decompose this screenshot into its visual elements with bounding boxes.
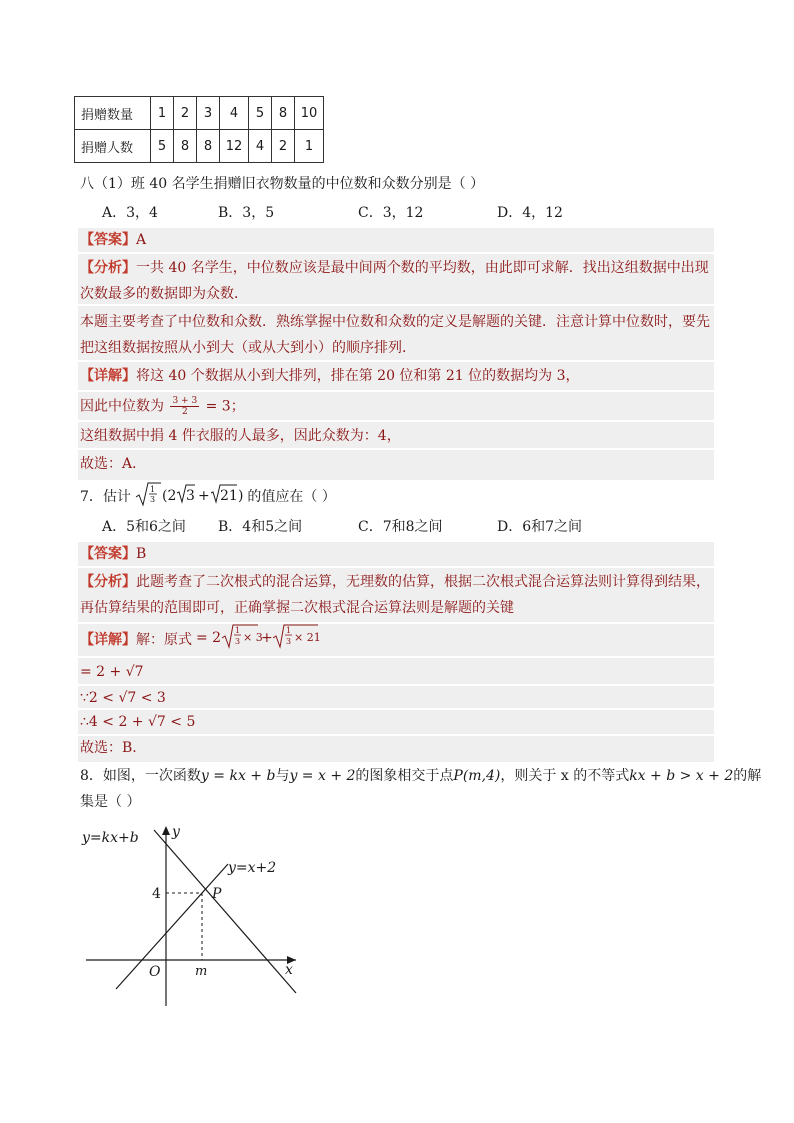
fraction-denominator: 2: [181, 407, 188, 417]
table-cell: 10: [295, 97, 324, 130]
svg-text:3: 3: [150, 495, 156, 504]
q6-analysis-line4: 把这组数据按照从小到大（或从大到小）的顺序排列．: [80, 340, 416, 356]
q8-stem-line1: [80, 766, 761, 786]
divider: [78, 304, 714, 306]
y-axis-arrow-icon: [162, 826, 170, 835]
line-x-plus-2: [116, 864, 228, 989]
q7-detail-line5: 故选：B.: [80, 740, 137, 756]
q6-stem: 八（1）班 40 名学生捐赠旧衣物数量的中位数和众数分别是（ ）: [80, 176, 485, 192]
svg-text:21: 21: [220, 488, 239, 504]
table-cell: 4: [220, 97, 249, 130]
table-cell: 2: [272, 130, 295, 163]
divider: [78, 566, 714, 568]
svg-text:× 3: × 3: [243, 631, 264, 644]
q6-option-a: A．3，4: [102, 205, 158, 221]
stem-math: kx + b > x + 2: [629, 768, 734, 784]
stem-text: 的图象相交于点: [355, 768, 454, 784]
detail-text: = 3；: [201, 398, 245, 415]
divider: [78, 420, 714, 422]
answer-value: A: [136, 232, 147, 248]
answer-tag: 【答案】: [80, 546, 136, 562]
q6-answer: [80, 230, 146, 250]
q6-option-b: B．3，5: [218, 205, 275, 221]
q6-detail-line2: [80, 396, 245, 417]
q7-detail-line1: [80, 626, 321, 650]
line-kx-plus-b: [154, 830, 296, 993]
table-row: [75, 97, 324, 130]
q7-option-a: A．5和6之间: [102, 519, 186, 535]
svg-text:+: +: [198, 488, 211, 504]
donation-table: [74, 96, 324, 163]
divider: [78, 390, 714, 392]
q7-detail-line2: = 2 + √7: [80, 664, 144, 680]
divider: [78, 448, 714, 450]
q7-stem: [80, 486, 336, 508]
table-cell: 5: [151, 130, 174, 163]
label-kxb: y=kx+b: [82, 830, 139, 846]
svg-text:3: 3: [235, 637, 241, 646]
q8-stem-line2: 集是（ ）: [80, 794, 141, 810]
detail-tag: 【详解】: [80, 368, 136, 384]
table-cell: 4: [249, 130, 272, 163]
answer-value: B: [136, 546, 147, 562]
table-cell: 5: [249, 97, 272, 130]
stem-text: 7．估计: [80, 489, 131, 505]
divider: [78, 708, 714, 710]
label-4: 4: [152, 886, 161, 902]
q6-analysis-line1: [80, 258, 709, 278]
svg-text:3: 3: [286, 637, 292, 646]
table-header-people: 捐赠人数: [75, 130, 151, 163]
label-m: m: [195, 964, 208, 979]
label-O: O: [149, 964, 161, 980]
svg-text:1: 1: [235, 626, 241, 635]
detail-tag: 【详解】: [80, 632, 136, 648]
analysis-tag: 【分析】: [80, 260, 136, 276]
analysis-text: 此题考查了二次根式的混合运算，无理数的估算，根据二次根式混合运算法则计算得到结果，: [136, 574, 710, 590]
q6-detail-line4: 故选：A．: [80, 456, 147, 472]
q6-detail-line1: [80, 366, 580, 386]
q6-option-d: D．4，12: [497, 205, 563, 221]
divider: [78, 734, 714, 736]
table-cell: 1: [295, 130, 324, 163]
q7-detail-line3: ∵2 < √7 < 3: [80, 690, 166, 706]
divider: [78, 252, 714, 254]
divider: [78, 360, 714, 362]
stem-text: ，则关于 x 的不等式: [500, 768, 630, 784]
q7-analysis-line2: 再估算结果的范围即可，正确掌握二次根式混合运算法则是解题的关键: [80, 600, 514, 616]
stem-math: y = kx + b: [200, 768, 276, 784]
table-cell: 3: [197, 97, 220, 130]
q7-expression: [135, 482, 247, 508]
q6-analysis-line2: 次数最多的数据即为众数．: [80, 286, 248, 302]
q7-analysis-line1: [80, 572, 710, 592]
table-cell: 8: [272, 97, 295, 130]
table-cell: 8: [174, 130, 197, 163]
q6-option-c: C．3，12: [358, 205, 424, 221]
label-x: x: [285, 962, 293, 978]
svg-text:1: 1: [286, 626, 292, 635]
label-P: P: [212, 886, 222, 902]
q6-detail-line3: 这组数据中捐 4 件衣服的人最多，因此众数为：4，: [80, 428, 401, 444]
q7-detail-line4: ∴4 < 2 + √7 < 5: [80, 714, 196, 730]
table-header-quantity: 捐赠数量: [75, 97, 151, 130]
divider: [78, 656, 714, 658]
detail-text: 因此中位数为: [80, 398, 164, 415]
q7-option-c: C．7和8之间: [358, 519, 443, 535]
stem-text: 的解: [733, 768, 762, 784]
analysis-tag: 【分析】: [80, 574, 136, 590]
label-y: y: [172, 824, 180, 840]
q7-detail-expression: [196, 624, 320, 650]
label-x-plus-2: y=x+2: [228, 860, 277, 876]
table-cell: 12: [220, 130, 249, 163]
stem-math: y = x + 2: [289, 768, 356, 784]
stem-text: 与: [275, 768, 290, 784]
svg-text:1: 1: [150, 485, 156, 494]
fraction-numerator: 3 + 3: [172, 396, 198, 406]
stem-text: 8．如图，一次函数: [80, 768, 201, 784]
stem-text: 的值应在（ ）: [247, 489, 336, 505]
table-cell: 2: [174, 97, 197, 130]
svg-text:): ): [238, 488, 244, 504]
svg-text:= 2: = 2: [196, 630, 222, 646]
divider: [78, 622, 714, 624]
svg-text:(2: (2: [162, 488, 177, 504]
table-row: [75, 130, 324, 163]
analysis-text: 一共 40 名学生，中位数应该是最中间两个数的平均数，由此即可求解．找出这组数据中出现: [136, 260, 709, 276]
q6-analysis-line3: 本题主要考查了中位数和众数．熟练掌握中位数和众数的定义是解题的关键．注意计算中位数时，要先: [80, 314, 710, 330]
svg-text:+: +: [261, 630, 274, 646]
divider: [78, 684, 714, 686]
svg-text:× 21: × 21: [294, 631, 321, 644]
table-cell: 8: [197, 130, 220, 163]
q8-function-graph: [78, 822, 310, 1012]
q7-option-b: B．4和5之间: [218, 519, 303, 535]
q7-answer: [80, 544, 146, 564]
detail-text: 解：原式: [136, 632, 192, 648]
q7-option-d: D．6和7之间: [497, 519, 583, 535]
table-cell: 1: [151, 97, 174, 130]
answer-tag: 【答案】: [80, 232, 136, 248]
detail-text: 将这 40 个数据从小到大排列，排在第 20 位和第 21 位的数据均为 3，: [136, 368, 580, 384]
fraction: [170, 396, 199, 417]
stem-math: P(m,4): [453, 768, 501, 784]
svg-text:3: 3: [186, 488, 196, 504]
